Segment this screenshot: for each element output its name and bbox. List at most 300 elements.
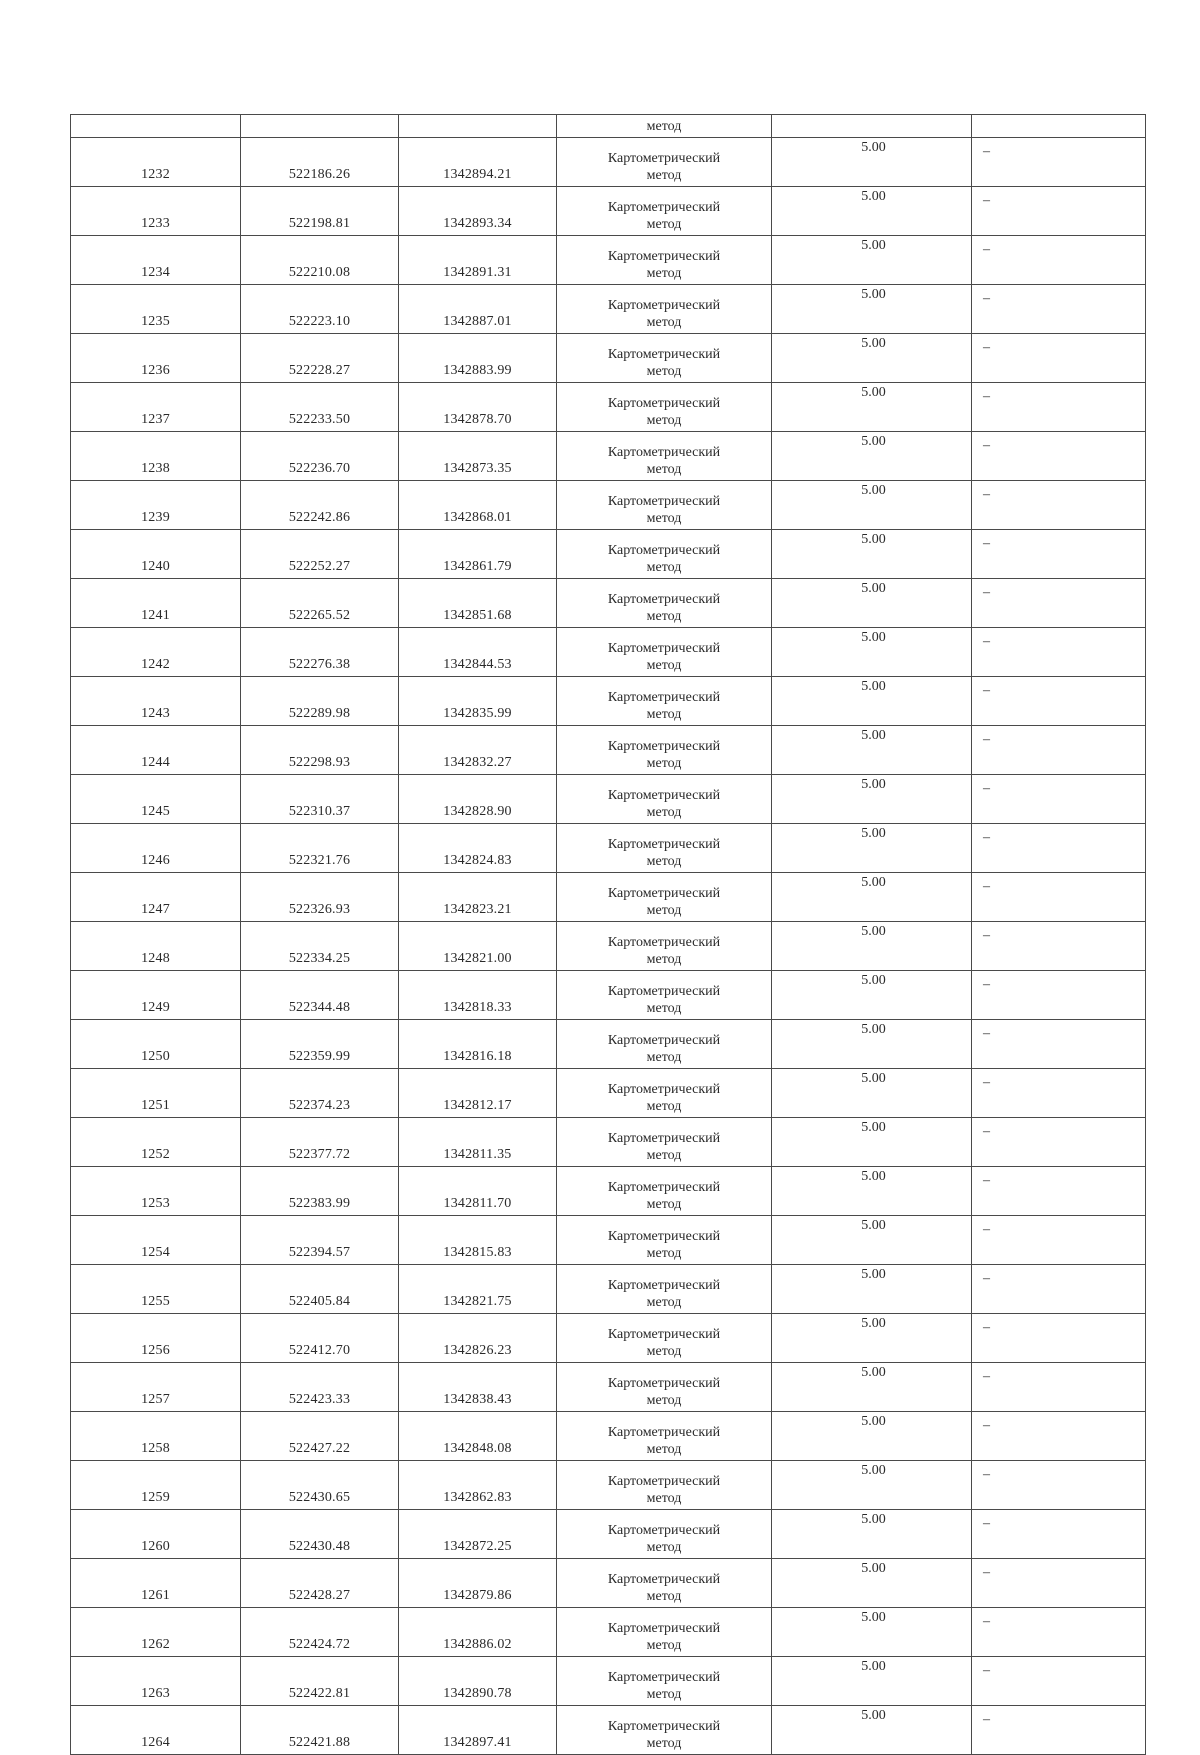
y-coordinate-cell: 1342832.27: [399, 726, 557, 775]
table-row: [71, 1314, 1146, 1363]
method-cell: [557, 1461, 772, 1510]
description-cell: –: [972, 334, 1146, 383]
y-coordinate-cell: 1342823.21: [399, 873, 557, 922]
method-line-1: Картометрический: [607, 1523, 721, 1538]
description-cell: –: [972, 1265, 1146, 1314]
description-cell: –: [972, 1608, 1146, 1657]
x-coordinate-cell: 522334.25: [241, 922, 399, 971]
point-number-cell: 1239: [71, 481, 241, 530]
method-line-1: Картометрический: [607, 1474, 721, 1489]
method-line-1: Картометрический: [607, 200, 721, 215]
y-coordinate-cell: 1342862.83: [399, 1461, 557, 1510]
accuracy-cell: 5.00: [772, 1706, 972, 1755]
x-coordinate-cell: 522428.27: [241, 1559, 399, 1608]
accuracy-cell: 5.00: [772, 1314, 972, 1363]
method-line-2: метод: [646, 1687, 682, 1702]
method-cell: [557, 1706, 772, 1755]
description-cell: –: [972, 922, 1146, 971]
description-cell: –: [972, 1167, 1146, 1216]
method-line-2: метод: [646, 1589, 682, 1604]
y-coordinate-cell: 1342872.25: [399, 1510, 557, 1559]
x-coordinate-cell: 522236.70: [241, 432, 399, 481]
y-coordinate-cell: 1342883.99: [399, 334, 557, 383]
table-row: [71, 775, 1146, 824]
method-line-2: метод: [646, 168, 682, 183]
table-row: [71, 726, 1146, 775]
y-coordinate-cell: 1342815.83: [399, 1216, 557, 1265]
method-cell: [557, 824, 772, 873]
y-coordinate-cell: 1342894.21: [399, 138, 557, 187]
table-row: [71, 285, 1146, 334]
table-row: [71, 432, 1146, 481]
table-row: [71, 334, 1146, 383]
y-coordinate-cell: 1342811.70: [399, 1167, 557, 1216]
accuracy-cell: 5.00: [772, 677, 972, 726]
accuracy-cell: [772, 115, 972, 138]
table-row: [71, 1363, 1146, 1412]
accuracy-cell: 5.00: [772, 1363, 972, 1412]
accuracy-cell: 5.00: [772, 1216, 972, 1265]
accuracy-cell: 5.00: [772, 530, 972, 579]
y-coordinate-cell: 1342821.75: [399, 1265, 557, 1314]
point-number-cell: 1250: [71, 1020, 241, 1069]
accuracy-cell: 5.00: [772, 481, 972, 530]
point-number-cell: 1257: [71, 1363, 241, 1412]
method-cell: [557, 432, 772, 481]
point-number-cell: 1256: [71, 1314, 241, 1363]
method-line-1: Картометрический: [607, 1033, 721, 1048]
point-number-cell: 1263: [71, 1657, 241, 1706]
description-cell: –: [972, 383, 1146, 432]
method-line-2: метод: [646, 266, 682, 281]
point-number-cell: 1243: [71, 677, 241, 726]
x-coordinate-cell: 522310.37: [241, 775, 399, 824]
accuracy-cell: 5.00: [772, 285, 972, 334]
method-line-1: Картометрический: [607, 1621, 721, 1636]
method-cell: [557, 1216, 772, 1265]
method-cell: [557, 1363, 772, 1412]
y-coordinate-cell: 1342893.34: [399, 187, 557, 236]
x-coordinate-cell: 522265.52: [241, 579, 399, 628]
method-line-1: Картометрический: [607, 1327, 721, 1342]
method-line-1: Картометрический: [607, 788, 721, 803]
method-cell: [557, 481, 772, 530]
method-line-1: Картометрический: [607, 396, 721, 411]
x-coordinate-cell: 522198.81: [241, 187, 399, 236]
description-cell: –: [972, 1363, 1146, 1412]
point-number-cell: 1245: [71, 775, 241, 824]
y-coordinate-cell: [399, 115, 557, 138]
point-number-cell: 1264: [71, 1706, 241, 1755]
method-line-1: Картометрический: [607, 886, 721, 901]
table-row: [71, 1412, 1146, 1461]
y-coordinate-cell: 1342873.35: [399, 432, 557, 481]
x-coordinate-cell: 522228.27: [241, 334, 399, 383]
x-coordinate-cell: 522321.76: [241, 824, 399, 873]
coordinates-table: [70, 114, 1146, 1755]
accuracy-cell: 5.00: [772, 187, 972, 236]
method-line-1: Картометрический: [607, 1082, 721, 1097]
y-coordinate-cell: 1342821.00: [399, 922, 557, 971]
table-row: [71, 383, 1146, 432]
x-coordinate-cell: 522298.93: [241, 726, 399, 775]
x-coordinate-cell: [241, 115, 399, 138]
description-cell: –: [972, 1118, 1146, 1167]
method-line-2: метод: [646, 952, 682, 967]
method-line-2: метод: [646, 315, 682, 330]
x-coordinate-cell: 522186.26: [241, 138, 399, 187]
description-cell: –: [972, 628, 1146, 677]
description-cell: –: [972, 1412, 1146, 1461]
method-line-1: Картометрический: [607, 1376, 721, 1391]
method-cell: [557, 1069, 772, 1118]
x-coordinate-cell: 522210.08: [241, 236, 399, 285]
point-number-cell: 1238: [71, 432, 241, 481]
description-cell: –: [972, 1314, 1146, 1363]
accuracy-cell: 5.00: [772, 628, 972, 677]
method-cell: [557, 971, 772, 1020]
method-line-1: Картометрический: [607, 935, 721, 950]
table-row: [71, 922, 1146, 971]
y-coordinate-cell: 1342811.35: [399, 1118, 557, 1167]
description-cell: –: [972, 579, 1146, 628]
y-coordinate-cell: 1342879.86: [399, 1559, 557, 1608]
y-coordinate-cell: 1342844.53: [399, 628, 557, 677]
method-cell: [557, 138, 772, 187]
accuracy-cell: 5.00: [772, 1559, 972, 1608]
method-line-1: Картометрический: [607, 641, 721, 656]
method-cell: [557, 1314, 772, 1363]
point-number-cell: 1247: [71, 873, 241, 922]
x-coordinate-cell: 522430.65: [241, 1461, 399, 1510]
method-line-2: метод: [646, 364, 682, 379]
method-line-1: Картометрический: [607, 984, 721, 999]
method-line-2: метод: [646, 1442, 682, 1457]
x-coordinate-cell: 522252.27: [241, 530, 399, 579]
y-coordinate-cell: 1342816.18: [399, 1020, 557, 1069]
y-coordinate-cell: 1342838.43: [399, 1363, 557, 1412]
method-line-1: Картометрический: [607, 151, 721, 166]
accuracy-cell: 5.00: [772, 1069, 972, 1118]
x-coordinate-cell: 522412.70: [241, 1314, 399, 1363]
description-cell: –: [972, 432, 1146, 481]
x-coordinate-cell: 522326.93: [241, 873, 399, 922]
x-coordinate-cell: 522276.38: [241, 628, 399, 677]
method-line-2: метод: [646, 658, 682, 673]
accuracy-cell: 5.00: [772, 1657, 972, 1706]
y-coordinate-cell: 1342878.70: [399, 383, 557, 432]
table-row: [71, 1559, 1146, 1608]
method-cell: [557, 775, 772, 824]
x-coordinate-cell: 522289.98: [241, 677, 399, 726]
y-coordinate-cell: 1342826.23: [399, 1314, 557, 1363]
description-cell: –: [972, 236, 1146, 285]
table-row: [71, 824, 1146, 873]
method-line-2: метод: [646, 756, 682, 771]
table-row: [71, 1657, 1146, 1706]
method-cell: [557, 1167, 772, 1216]
method-cell: [557, 922, 772, 971]
description-cell: –: [972, 971, 1146, 1020]
description-cell: –: [972, 1020, 1146, 1069]
method-cell: [557, 677, 772, 726]
description-cell: [972, 115, 1146, 138]
y-coordinate-cell: 1342886.02: [399, 1608, 557, 1657]
method-cell: [557, 1657, 772, 1706]
method-line-2: метод: [646, 1099, 682, 1114]
x-coordinate-cell: 522427.22: [241, 1412, 399, 1461]
method-line-1: Картометрический: [607, 445, 721, 460]
point-number-cell: 1241: [71, 579, 241, 628]
method-line-1: Картометрический: [607, 837, 721, 852]
description-cell: –: [972, 481, 1146, 530]
table-row: [71, 138, 1146, 187]
accuracy-cell: 5.00: [772, 579, 972, 628]
x-coordinate-cell: 522405.84: [241, 1265, 399, 1314]
method-cell: [557, 1510, 772, 1559]
table-row: [71, 187, 1146, 236]
accuracy-cell: 5.00: [772, 726, 972, 775]
method-line-2: метод: [646, 1393, 682, 1408]
table-row: [71, 1118, 1146, 1167]
point-number-cell: 1237: [71, 383, 241, 432]
x-coordinate-cell: 522424.72: [241, 1608, 399, 1657]
y-coordinate-cell: 1342828.90: [399, 775, 557, 824]
accuracy-cell: 5.00: [772, 1510, 972, 1559]
description-cell: –: [972, 824, 1146, 873]
method-cell: [557, 530, 772, 579]
point-number-cell: 1261: [71, 1559, 241, 1608]
accuracy-cell: 5.00: [772, 1020, 972, 1069]
point-number-cell: 1240: [71, 530, 241, 579]
point-number-cell: 1260: [71, 1510, 241, 1559]
method-line-1: Картометрический: [607, 592, 721, 607]
x-coordinate-cell: 522223.10: [241, 285, 399, 334]
table-row: [71, 1020, 1146, 1069]
method-cell: [557, 579, 772, 628]
method-line-2: метод: [646, 707, 682, 722]
description-cell: –: [972, 1216, 1146, 1265]
accuracy-cell: 5.00: [772, 236, 972, 285]
method-line-1: Картометрический: [607, 1131, 721, 1146]
point-number-cell: [71, 115, 241, 138]
point-number-cell: 1235: [71, 285, 241, 334]
method-line-2: метод: [646, 1540, 682, 1555]
method-cell: [557, 726, 772, 775]
method-line-1: Картометрический: [607, 298, 721, 313]
method-line-1: Картометрический: [607, 249, 721, 264]
method-cell: [557, 628, 772, 677]
method-line-2: метод: [646, 1491, 682, 1506]
point-number-cell: 1259: [71, 1461, 241, 1510]
method-line-2: метод: [646, 903, 682, 918]
method-line-1: Картометрический: [607, 1278, 721, 1293]
description-cell: –: [972, 1559, 1146, 1608]
accuracy-cell: 5.00: [772, 432, 972, 481]
x-coordinate-cell: 522430.48: [241, 1510, 399, 1559]
point-number-cell: 1234: [71, 236, 241, 285]
point-number-cell: 1258: [71, 1412, 241, 1461]
method-line-2: метод: [646, 1197, 682, 1212]
method-cell: [557, 334, 772, 383]
table-row: [71, 1461, 1146, 1510]
method-cell: [557, 1118, 772, 1167]
accuracy-cell: 5.00: [772, 138, 972, 187]
table-row: [71, 236, 1146, 285]
method-cell: [557, 1020, 772, 1069]
y-coordinate-cell: 1342812.17: [399, 1069, 557, 1118]
method-line-1: Картометрический: [607, 347, 721, 362]
point-number-cell: 1246: [71, 824, 241, 873]
table-row: [71, 677, 1146, 726]
x-coordinate-cell: 522383.99: [241, 1167, 399, 1216]
x-coordinate-cell: 522233.50: [241, 383, 399, 432]
description-cell: –: [972, 1706, 1146, 1755]
y-coordinate-cell: 1342851.68: [399, 579, 557, 628]
method-cell: [557, 1412, 772, 1461]
y-coordinate-cell: 1342824.83: [399, 824, 557, 873]
method-line-1: Картометрический: [607, 1180, 721, 1195]
point-number-cell: 1254: [71, 1216, 241, 1265]
method-line-2: метод: [646, 413, 682, 428]
x-coordinate-cell: 522421.88: [241, 1706, 399, 1755]
method-line-1: Картометрический: [607, 739, 721, 754]
method-line-2: метод: [646, 1001, 682, 1016]
y-coordinate-cell: 1342890.78: [399, 1657, 557, 1706]
method-cell: [557, 236, 772, 285]
description-cell: –: [972, 1510, 1146, 1559]
method-cell: [557, 873, 772, 922]
accuracy-cell: 5.00: [772, 775, 972, 824]
description-cell: –: [972, 138, 1146, 187]
method-cell: [557, 115, 772, 138]
table-row: [71, 1510, 1146, 1559]
point-number-cell: 1232: [71, 138, 241, 187]
method-line-2: метод: [646, 1246, 682, 1261]
description-cell: –: [972, 775, 1146, 824]
y-coordinate-cell: 1342891.31: [399, 236, 557, 285]
method-line-1: Картометрический: [607, 1719, 721, 1734]
continuation-row: [71, 115, 1146, 138]
method-line-1: Картометрический: [607, 494, 721, 509]
x-coordinate-cell: 522422.81: [241, 1657, 399, 1706]
method-cell: [557, 383, 772, 432]
table-row: [71, 579, 1146, 628]
table-row: [71, 1216, 1146, 1265]
x-coordinate-cell: 522394.57: [241, 1216, 399, 1265]
point-number-cell: 1253: [71, 1167, 241, 1216]
method-line-2: метод: [646, 1638, 682, 1653]
description-cell: –: [972, 187, 1146, 236]
method-line-1: Картометрический: [607, 1572, 721, 1587]
point-number-cell: 1249: [71, 971, 241, 1020]
method-cell: [557, 1559, 772, 1608]
method-line-2: метод: [646, 1148, 682, 1163]
x-coordinate-cell: 522374.23: [241, 1069, 399, 1118]
method-line-2: метод: [646, 854, 682, 869]
description-cell: –: [972, 726, 1146, 775]
x-coordinate-cell: 522423.33: [241, 1363, 399, 1412]
method-cell: [557, 285, 772, 334]
point-number-cell: 1255: [71, 1265, 241, 1314]
accuracy-cell: 5.00: [772, 1461, 972, 1510]
accuracy-cell: 5.00: [772, 1412, 972, 1461]
method-line-1: Картометрический: [607, 1229, 721, 1244]
method-line-1: Картометрический: [607, 1425, 721, 1440]
y-coordinate-cell: 1342868.01: [399, 481, 557, 530]
y-coordinate-cell: 1342897.41: [399, 1706, 557, 1755]
y-coordinate-cell: 1342848.08: [399, 1412, 557, 1461]
x-coordinate-cell: 522359.99: [241, 1020, 399, 1069]
method-line-2: метод: [646, 511, 682, 526]
accuracy-cell: 5.00: [772, 1608, 972, 1657]
table-body: [71, 115, 1146, 1755]
method-line-2: метод: [646, 119, 682, 134]
method-line-1: Картометрический: [607, 690, 721, 705]
y-coordinate-cell: 1342835.99: [399, 677, 557, 726]
table-row: [71, 971, 1146, 1020]
point-number-cell: 1252: [71, 1118, 241, 1167]
method-line-2: метод: [646, 217, 682, 232]
method-line-2: метод: [646, 609, 682, 624]
method-line-1: Картометрический: [607, 1670, 721, 1685]
description-cell: –: [972, 873, 1146, 922]
table-row: [71, 530, 1146, 579]
method-line-2: метод: [646, 805, 682, 820]
accuracy-cell: 5.00: [772, 383, 972, 432]
table-row: [71, 628, 1146, 677]
table-row: [71, 1167, 1146, 1216]
method-line-2: метод: [646, 560, 682, 575]
accuracy-cell: 5.00: [772, 824, 972, 873]
table-row: [71, 481, 1146, 530]
table-row: [71, 1265, 1146, 1314]
method-line-1: Картометрический: [607, 543, 721, 558]
y-coordinate-cell: 1342818.33: [399, 971, 557, 1020]
point-number-cell: 1244: [71, 726, 241, 775]
accuracy-cell: 5.00: [772, 334, 972, 383]
description-cell: –: [972, 677, 1146, 726]
accuracy-cell: 5.00: [772, 873, 972, 922]
point-number-cell: 1251: [71, 1069, 241, 1118]
point-number-cell: 1242: [71, 628, 241, 677]
table-row: [71, 1069, 1146, 1118]
accuracy-cell: 5.00: [772, 922, 972, 971]
y-coordinate-cell: 1342887.01: [399, 285, 557, 334]
description-cell: –: [972, 1657, 1146, 1706]
method-cell: [557, 187, 772, 236]
method-line-2: метод: [646, 1344, 682, 1359]
point-number-cell: 1248: [71, 922, 241, 971]
y-coordinate-cell: 1342861.79: [399, 530, 557, 579]
accuracy-cell: 5.00: [772, 1118, 972, 1167]
method-line-2: метод: [646, 462, 682, 477]
point-number-cell: 1262: [71, 1608, 241, 1657]
description-cell: –: [972, 530, 1146, 579]
table-row: [71, 1706, 1146, 1755]
method-cell: [557, 1265, 772, 1314]
accuracy-cell: 5.00: [772, 971, 972, 1020]
x-coordinate-cell: 522377.72: [241, 1118, 399, 1167]
description-cell: –: [972, 1461, 1146, 1510]
table-row: [71, 873, 1146, 922]
x-coordinate-cell: 522242.86: [241, 481, 399, 530]
point-number-cell: 1233: [71, 187, 241, 236]
method-cell: [557, 1608, 772, 1657]
method-line-2: метод: [646, 1736, 682, 1751]
table-row: [71, 1608, 1146, 1657]
description-cell: –: [972, 285, 1146, 334]
